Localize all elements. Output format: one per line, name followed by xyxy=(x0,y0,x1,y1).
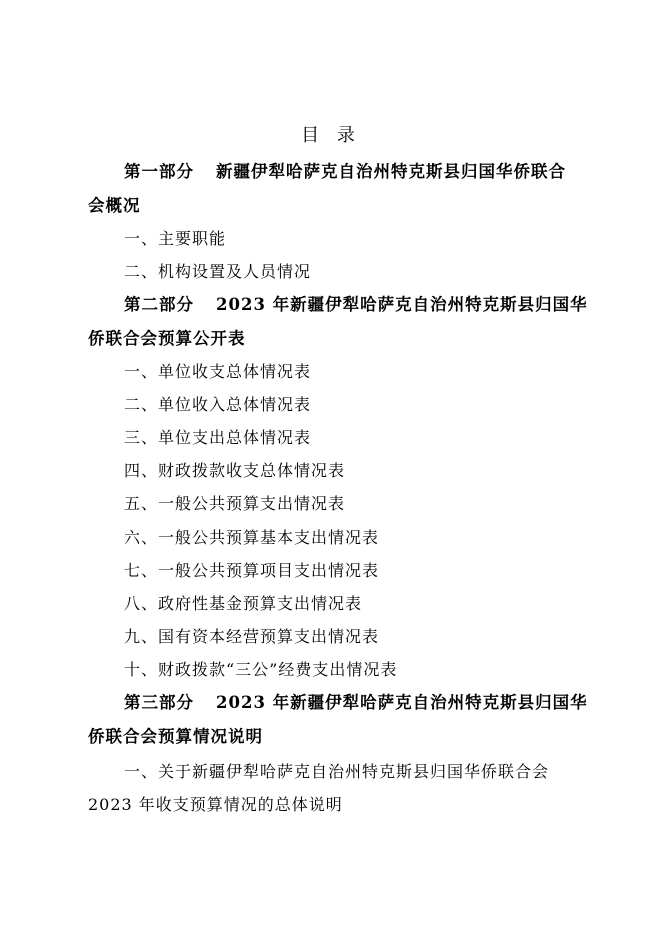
part1-title-line1: 新疆伊犁哈萨克自治州特克斯县归国华侨联合 xyxy=(216,162,566,181)
toc-item: 四、财政拨款收支总体情况表 xyxy=(124,461,346,480)
part1-heading xyxy=(124,162,566,182)
toc-item: 五、一般公共预算支出情况表 xyxy=(124,494,346,513)
part3-title-line2: 侨联合会预算情况说明 xyxy=(88,727,263,746)
part2-heading xyxy=(124,295,588,315)
toc-item: 二、单位收入总体情况表 xyxy=(124,395,312,414)
part2-title-line1: 2023 年新疆伊犁哈萨克自治州特克斯县归国华 xyxy=(216,295,588,314)
part1-label: 第一部分 xyxy=(124,162,194,181)
toc-item: 六、一般公共预算基本支出情况表 xyxy=(124,528,380,547)
part2-label: 第二部分 xyxy=(124,295,194,314)
toc-item: 一、关于新疆伊犁哈萨克自治州特克斯县归国华侨联合会 xyxy=(124,762,550,781)
toc-item: 一、单位收支总体情况表 xyxy=(124,362,312,381)
part3-title-line1: 2023 年新疆伊犁哈萨克自治州特克斯县归国华 xyxy=(216,693,588,712)
part2-title-line2: 侨联合会预算公开表 xyxy=(88,329,246,348)
toc-item: 十、财政拨款“三公”经费支出情况表 xyxy=(124,660,398,679)
toc-item: 八、政府性基金预算支出情况表 xyxy=(124,594,363,613)
part3-label: 第三部分 xyxy=(124,693,194,712)
toc-item: 三、单位支出总体情况表 xyxy=(124,428,312,447)
part1-title-line2: 会概况 xyxy=(88,196,141,215)
part3-heading xyxy=(124,693,588,713)
toc-item: 七、一般公共预算项目支出情况表 xyxy=(124,561,380,580)
toc-item: 九、国有资本经营预算支出情况表 xyxy=(124,627,380,646)
toc-item-continuation: 2023 年收支预算情况的总体说明 xyxy=(88,795,343,814)
toc-item: 一、主要职能 xyxy=(124,229,227,248)
toc-title: 目 录 xyxy=(301,125,361,146)
toc-item: 二、机构设置及人员情况 xyxy=(124,262,312,281)
